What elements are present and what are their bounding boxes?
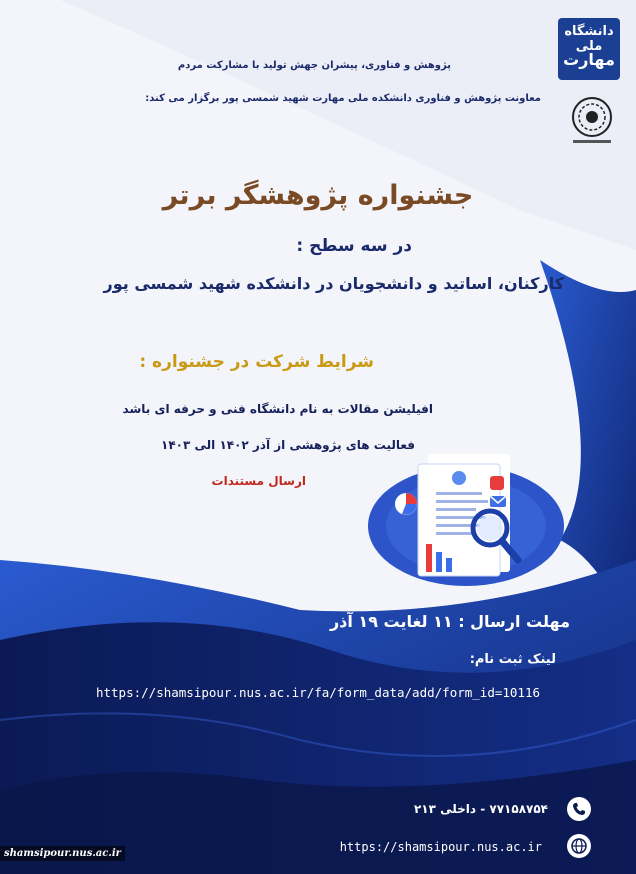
registration-link[interactable]: https://shamsipour.nus.ac.ir/fa/form_data/add/form_id=10116 <box>95 685 540 700</box>
condition-item: افیلیشن مقالات به نام دانشگاه فنی و حرفه ای باشد <box>122 402 433 416</box>
registration-label: لینک ثبت نام: <box>469 652 556 667</box>
research-document-illustration <box>366 448 566 588</box>
site-watermark: shamsipour.nus.ac.ir <box>0 846 125 861</box>
college-seal-icon <box>563 92 621 150</box>
condition-item: فعالیت های پژوهشی از آذر ۱۴۰۲ الی ۱۴۰۳ <box>161 438 415 452</box>
send-documents-link[interactable]: ارسال مستندات <box>211 474 306 488</box>
website-link[interactable]: https://shamsipour.nus.ac.ir <box>339 840 542 854</box>
university-logo <box>558 18 620 80</box>
poster-title: جشنواره پژوهشگر برتر <box>162 180 474 211</box>
levels-heading: در سه سطح : <box>296 236 412 256</box>
phone-number: ۷۷۱۵۸۷۵۴ - داخلی ۲۱۳ <box>413 802 548 816</box>
phone-icon <box>567 797 591 821</box>
header-organizer: معاونت پژوهش و فناوری دانشکده ملی مهارت شهید شمسی پور برگزار می کند: <box>145 93 541 104</box>
submission-deadline: مهلت ارسال : ۱۱ لغایت ۱۹ آذر <box>329 612 570 631</box>
conditions-heading: شرایط شرکت در جشنواره : <box>139 352 374 372</box>
logo-line1: دانشگاه ملی <box>564 24 614 54</box>
header-slogan: پژوهش و فناوری، پیشران جهش تولید با مشارکت مردم <box>177 60 451 71</box>
globe-icon <box>567 834 591 858</box>
logo-line2: مهارت <box>563 50 615 69</box>
levels-description: کارکنان، اساتید و دانشجویان در دانشکده شهید شمسی پور <box>103 274 564 293</box>
